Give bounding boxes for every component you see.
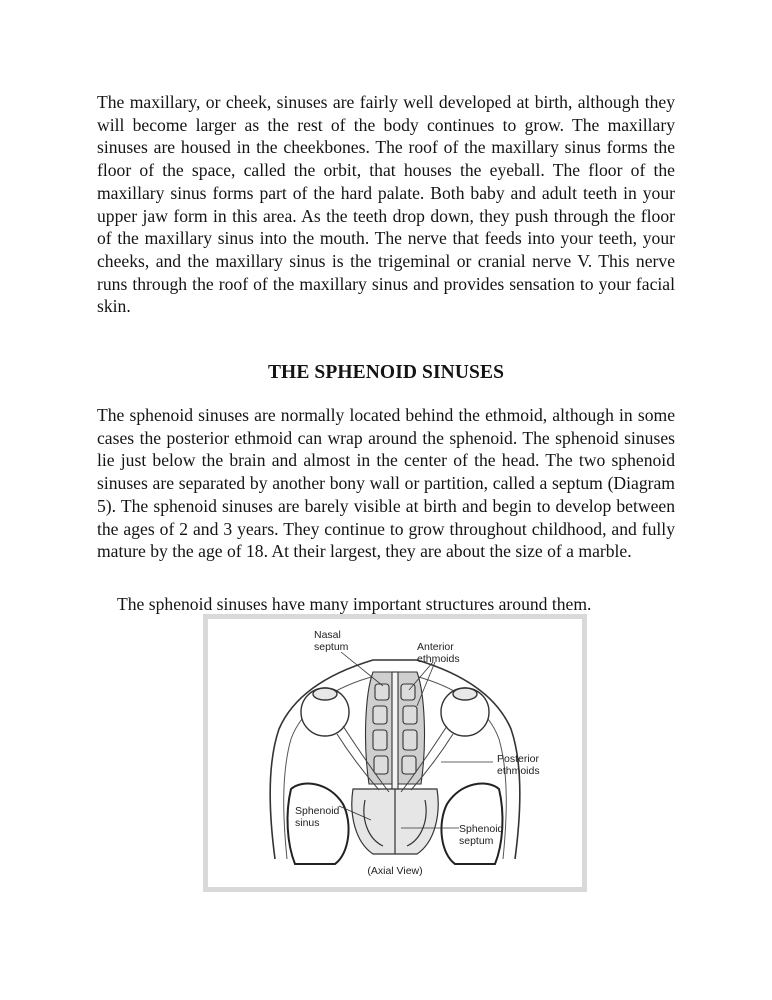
left-eyeball bbox=[301, 688, 349, 736]
sphenoid-paragraph: The sphenoid sinuses are normally located behind the ethmoid, although in some cases the posterior ethmoid can wrap around the sphenoid. The sphenoid sinuses lie just below the brain and almost in the center of the head. The two sphenoid sinuses are separated by another bony wall or partition, called a septum (Diagram 5). The sphenoid sinuses are barely visible at birth and begin to develop between the ages of 2 and 3 years. They continue to grow throughout childhood, and fully mature by the age of 18. At their largest, they are about the size of a marble. bbox=[97, 405, 675, 562]
section-heading: THE SPHENOID SINUSES bbox=[267, 362, 505, 383]
anterior-ethmoids-label-line1: Anterior bbox=[417, 641, 454, 653]
figure-caption: (Axial View) bbox=[367, 865, 423, 877]
sphenoid-sinus-region bbox=[352, 789, 438, 854]
anterior-ethmoids-label-line2: ethmoids bbox=[417, 653, 460, 665]
sphenoid-sinus-label-line2: sinus bbox=[295, 817, 320, 829]
posterior-ethmoids-label-line2: ethmoids bbox=[497, 765, 540, 777]
sinus-diagram-figure bbox=[203, 614, 587, 892]
sphenoid-sinus-label-line1: Sphenoid bbox=[295, 805, 340, 817]
posterior-ethmoids-label-line1: Posterior bbox=[497, 753, 540, 765]
maxillary-paragraph: The maxillary, or cheek, sinuses are fairly well developed at birth, although they will become larger as the rest of the body continues to grow. The maxillary sinuses are housed in the cheekbones. The roof of the maxillary sinus forms the floor of the space, called the orbit, that houses the eyeball. The floor of the maxillary sinus forms part of the hard palate. Both baby and adult teeth in your upper jaw form in this area. As the teeth drop down, they push through the floor of the maxillary sinus into the mouth. The nerve that feeds into your teeth, your cheeks, and the maxillary sinus is the trigeminal or cranial nerve V. This nerve runs through the roof of the maxillary sinus and provides sensation to your facial skin. bbox=[97, 92, 675, 317]
nasal-septum-label-line2: septum bbox=[314, 641, 349, 653]
right-eyeball bbox=[441, 688, 489, 736]
nasal-septum-label-line1: Nasal bbox=[314, 629, 341, 641]
sphenoid-septum-label-line2: septum bbox=[459, 835, 494, 847]
ethmoid-cells bbox=[366, 672, 425, 792]
structures-paragraph: The sphenoid sinuses have many important structures around them. bbox=[117, 594, 592, 614]
sphenoid-septum-label-line1: Sphenoid bbox=[459, 823, 504, 835]
axial-view-diagram bbox=[203, 614, 587, 892]
